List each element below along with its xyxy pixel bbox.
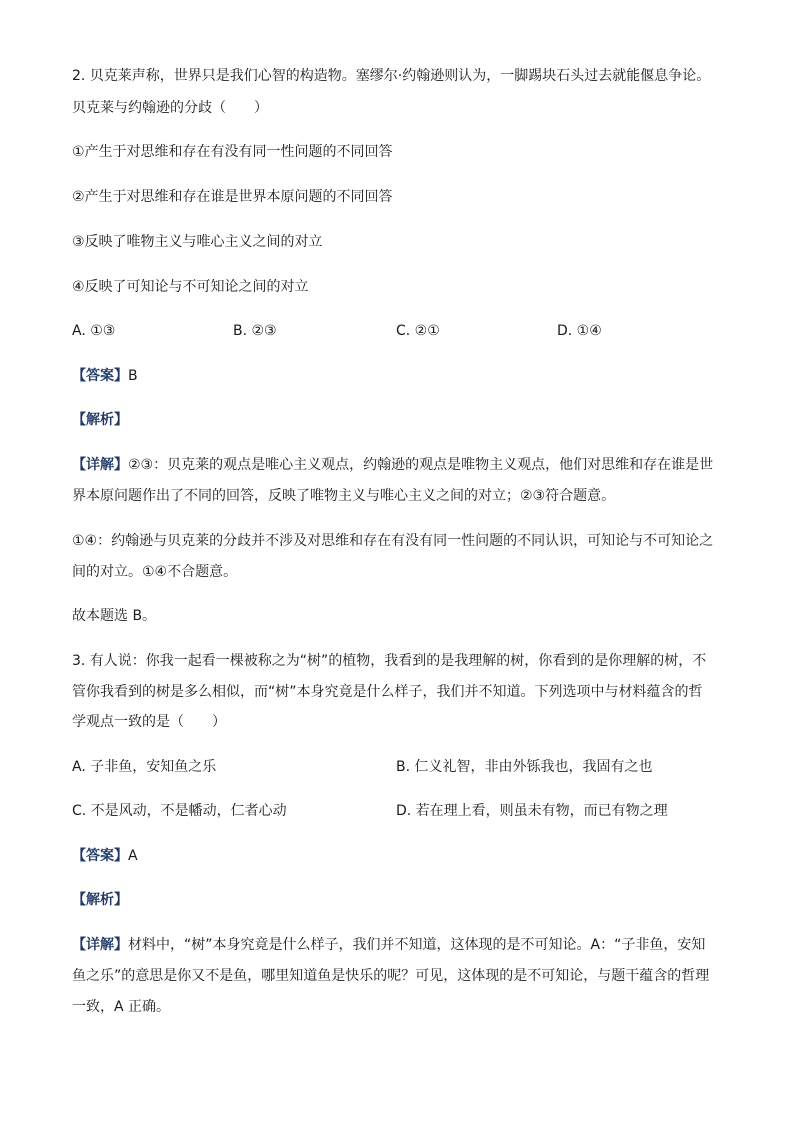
answer-tag: 【答案】: [72, 368, 128, 384]
q3-detail-line-3: 一致，A 正确。: [72, 999, 171, 1015]
q2-detail2-line-2: 间的对立。①④不合题意。: [72, 564, 238, 580]
q3-detail-line-1: [72, 935, 705, 955]
q2-answer: [72, 366, 138, 386]
q2-conclusion: 故本题选 B。: [72, 608, 157, 624]
q2-stem-line-1: 2. 贝克莱声称，世界只是我们心智的构造物。塞缪尔·约翰逊则认为，一脚踢块石头过去就能偃息争论。: [72, 68, 711, 84]
q3-option-a: A. 子非鱼，安知鱼之乐: [72, 759, 217, 775]
q3-stem-line-2: 管你我看到的树是多么相似，而“树”本身究竟是什么样子，我们并不知道。下列选项中与材料蕴含的哲: [72, 684, 703, 700]
answer-tag: 【答案】: [72, 848, 128, 864]
q3-analysis-heading: [72, 890, 128, 910]
q2-analysis-heading: [72, 410, 128, 430]
q2-statement-2: ②产生于对思维和存在谁是世界本原问题的不同回答: [72, 189, 393, 205]
q2-detail-line-2: 界本原问题作出了不同的回答，反映了唯物主义与唯心主义之间的对立；②③符合题意。: [72, 488, 616, 504]
q2-statement-3: ③反映了唯物主义与唯心主义之间的对立: [72, 234, 323, 250]
q3-option-c: C. 不是风动，不是幡动，仁者心动: [72, 803, 287, 819]
q2-option-a: A. ①③: [72, 323, 116, 339]
q2-option-b: B. ②③: [233, 323, 277, 339]
q2-stem-line-2: 贝克莱与约翰逊的分歧（ ）: [72, 100, 268, 116]
answer-value: B: [128, 368, 138, 384]
analysis-tag: 【解析】: [72, 892, 128, 908]
analysis-tag: 【解析】: [72, 412, 128, 428]
q2-statement-1: ①产生于对思维和存在有没有同一性问题的不同回答: [72, 144, 393, 160]
answer-value: A: [128, 848, 138, 864]
q3-option-b: B. 仁义礼智，非由外铄我也，我固有之也: [396, 759, 653, 775]
q2-option-d: D. ①④: [557, 323, 602, 339]
q3-option-d: D. 若在理上看，则虽未有物，而已有物之理: [396, 803, 668, 819]
q2-option-c: C. ②①: [396, 323, 440, 339]
q2-detail2-line-1: ①④：约翰逊与贝克莱的分歧并不涉及对思维和存在有没有同一性问题的不同认识，可知论与不可知论之: [72, 533, 714, 549]
detail-tag: 【详解】: [72, 457, 128, 473]
q3-stem-line-3: 学观点一致的是（ ）: [72, 714, 226, 730]
q2-statement-4: ④反映了可知论与不可知论之间的对立: [72, 279, 309, 295]
q3-stem-line-1: 3. 有人说：你我一起看一棵被称之为“树”的植物，我看到的是我理解的树，你看到的是你理解的树，不: [72, 653, 707, 669]
q3-detail-line-2: 鱼之乐”的意思是你又不是鱼，哪里知道鱼是快乐的呢？可见，这体现的是不可知论，与题干蕴含的哲理: [72, 968, 710, 984]
detail-tag: 【详解】: [72, 937, 128, 953]
q2-detail-line-1: [72, 455, 713, 475]
detail-text: 材料中，“树”本身究竟是什么样子，我们并不知道，这体现的是不可知论。A：“子非鱼，安知: [128, 937, 706, 953]
q3-answer: [72, 846, 138, 866]
detail-text: ②③：贝克莱的观点是唯心主义观点，约翰逊的观点是唯物主义观点，他们对思维和存在谁是世: [128, 457, 714, 473]
